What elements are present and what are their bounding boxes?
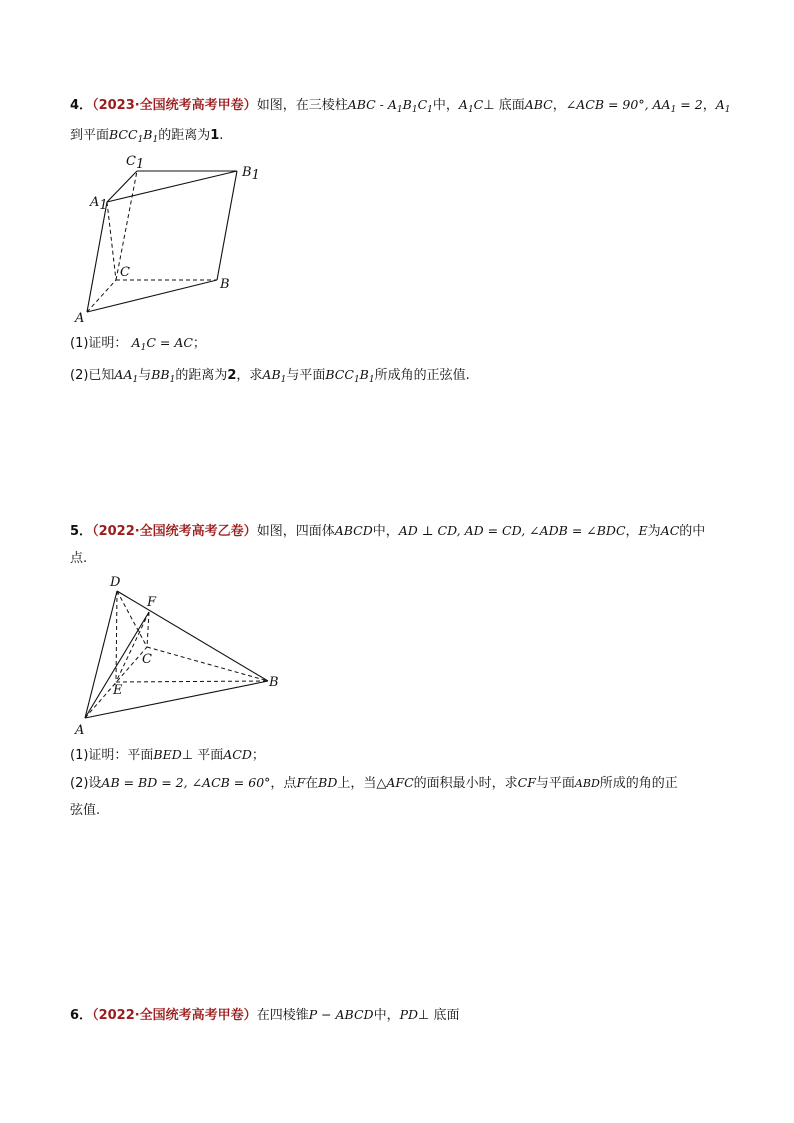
question-number: 6 bbox=[70, 1008, 80, 1023]
label-c1: C1 bbox=[126, 154, 145, 172]
math-a1: $A_1$ bbox=[715, 97, 731, 115]
math-a1c: $A_1C$ bbox=[458, 97, 484, 115]
q5-stem-line2: 点. bbox=[70, 551, 88, 566]
label-b: B bbox=[269, 675, 279, 690]
edge-fe bbox=[116, 612, 149, 682]
question-source: （2022·全国统考高考甲卷） bbox=[92, 1008, 257, 1023]
q4-stem-line1: 4．（2023·全国统考高考甲卷）如图，在三棱柱ABC - $A_1B_1C_1$中，$A_1C\perp$ 底面ABC，∠ACB = 90°, $AA_1 = 2$，$A_1$ bbox=[70, 97, 731, 115]
tetrahedron-figure bbox=[70, 572, 290, 742]
edge-a1c1 bbox=[107, 171, 137, 202]
label-b: B bbox=[220, 277, 230, 292]
label-d: D bbox=[110, 575, 121, 590]
q5-part1: (1)证明：平面BED⊥ 平面ACD； bbox=[70, 747, 265, 763]
q4-stem-line2: 到平面$BCC_1B_1$的距离为1. bbox=[70, 127, 224, 145]
label-e: E bbox=[113, 683, 123, 698]
math-conditions: AD ⊥ CD, AD = CD, ∠ADB = ∠BDC bbox=[398, 523, 626, 538]
math-abc: ABC bbox=[524, 97, 553, 112]
math-plane: $BCC_1B_1$ bbox=[109, 127, 159, 145]
q5-part2-line2: 弦值. bbox=[70, 803, 101, 818]
label-a: A bbox=[75, 311, 85, 326]
edge-cb bbox=[147, 647, 268, 681]
question-source: （2022·全国统考高考乙卷） bbox=[92, 524, 257, 539]
edge-ac bbox=[87, 280, 116, 312]
edge-de bbox=[116, 591, 117, 682]
edge-eb bbox=[116, 681, 268, 682]
q4-part1: (1)证明： $A_1C$ = AC； bbox=[70, 335, 206, 353]
label-a: A bbox=[75, 723, 85, 738]
label-a1: A1 bbox=[90, 195, 108, 213]
question-source: （2023·全国统考高考甲卷） bbox=[92, 98, 257, 113]
q5-part2-line1: (2)设AB = BD = 2, ∠ACB = 60°，点F在BD上，当△AFC的面积最小时，求CF与平面ABD所成的角的正 bbox=[70, 775, 678, 791]
q6-stem-line1: 6．（2022·全国统考高考甲卷）在四棱锥P − ABCD中，PD⊥ 底面 bbox=[70, 1007, 460, 1023]
label-b1: B1 bbox=[242, 165, 260, 183]
edge-a1b1 bbox=[107, 171, 237, 202]
edge-aa1 bbox=[87, 202, 107, 312]
math-prism: ABC - $A_1B_1C_1$ bbox=[347, 97, 433, 115]
math-a1c-eq: $A_1C$ = AC bbox=[131, 335, 193, 353]
edge-db bbox=[117, 591, 268, 681]
q5-stem-line1: 5．（2022·全国统考高考乙卷）如图，四面体ABCD中，AD ⊥ CD, AD = CD, ∠ADB = ∠BDC，E为AC的中 bbox=[70, 523, 706, 539]
prism-figure bbox=[70, 150, 270, 330]
edge-ab bbox=[87, 280, 217, 312]
label-f: F bbox=[147, 595, 157, 610]
label-c: C bbox=[120, 265, 130, 280]
edge-a1c bbox=[107, 202, 116, 280]
edge-bb1 bbox=[217, 171, 237, 280]
edge-fc bbox=[147, 612, 149, 647]
edge-cc1 bbox=[116, 171, 137, 280]
label-c: C bbox=[142, 652, 152, 667]
question-number: 4 bbox=[70, 98, 80, 113]
question-number: 5 bbox=[70, 524, 80, 539]
q4-part2: (2)已知$AA_1$与$BB_1$的距离为2，求$AB_1$与平面$BCC_1B_1$所成角的正弦值. bbox=[70, 367, 470, 385]
math-angle-acb: ∠ACB = 90°, $AA_1 = 2$ bbox=[565, 97, 703, 115]
